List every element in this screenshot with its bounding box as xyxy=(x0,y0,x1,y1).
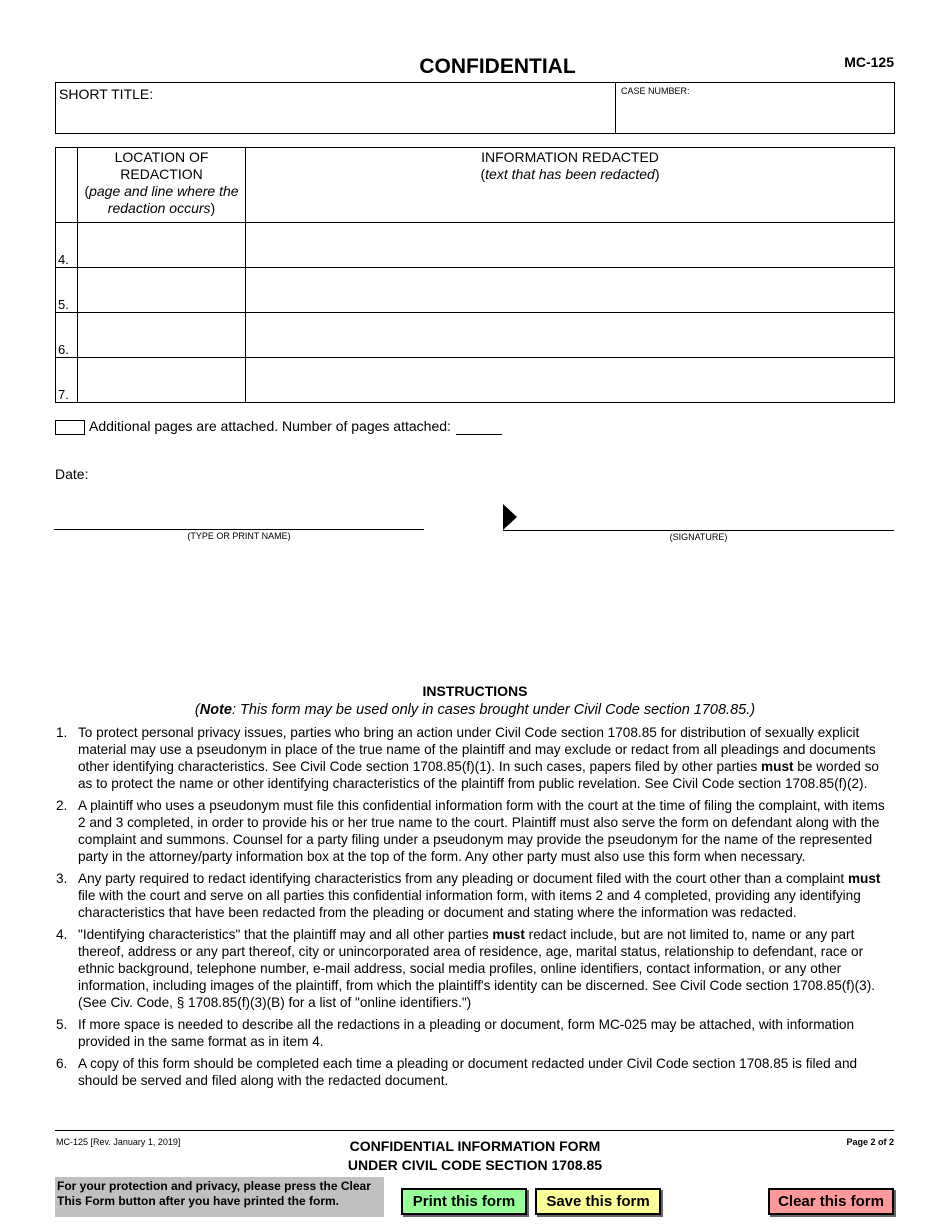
list-item: 2. A plaintiff who uses a pseudonym must file this confidential information form with the court at the time of filing the complaint, with items 2 and 3 completed, in order to provide his or her true name to the court. Plaintiff must also serve the form on defendant along with the complaint and summons. Counsel for a party filing under a pseudonym may provide the pseudonym for the name of the represented party in the attorney/party information box at the top of the form. Any other party must also use this form when necessary. xyxy=(56,798,885,864)
footer-rule xyxy=(55,1130,894,1131)
privacy-notice: For your protection and privacy, please press the Clear This Form button after you have printed the form. xyxy=(55,1177,384,1217)
info-field[interactable] xyxy=(246,223,895,268)
location-field[interactable] xyxy=(78,313,246,358)
name-line[interactable] xyxy=(54,529,424,530)
redaction-table xyxy=(55,147,895,403)
print-button[interactable]: Print this form xyxy=(401,1188,527,1215)
instructions-list xyxy=(56,719,894,1089)
revision-date: MC-125 [Rev. January 1, 2019] xyxy=(56,1137,181,1147)
attachments-label: Additional pages are attached. Number of pages attached: xyxy=(89,418,451,434)
redaction-row xyxy=(56,223,895,268)
row-number: 4. xyxy=(56,223,78,268)
pages-attached-field[interactable] xyxy=(456,422,502,435)
redaction-row xyxy=(56,268,895,313)
location-header: LOCATION OF REDACTION (page and line where the redaction occurs) xyxy=(78,148,246,223)
redaction-row xyxy=(56,358,895,403)
page-number: Page 2 of 2 xyxy=(846,1137,894,1147)
list-item: 4. "Identifying characteristics" that the plaintiff may and all other parties must redact include, but are not limited to, name or any part thereof, address or any part thereof, city or unincorporated area of residence, age, marital status, relationship to defendant, race or ethnic background, telephone number, e-mail address, social media profiles, online identifiers, contact information, or any other information, including images of the plaintiff, from which the plaintiff's identity can be discerned. See Civil Code section 1708.85(f)(3). (See Civ. Code, § 1708.85(f)(3)(B) for a list of "online identifiers.") xyxy=(56,927,875,1010)
short-title-label: SHORT TITLE: xyxy=(59,86,154,102)
clear-button[interactable]: Clear this form xyxy=(768,1188,894,1215)
row-number: 7. xyxy=(56,358,78,403)
redaction-table-header xyxy=(56,148,895,223)
additional-pages-checkbox[interactable] xyxy=(55,420,85,435)
signature-caption: (SIGNATURE) xyxy=(669,532,728,542)
info-field[interactable] xyxy=(246,358,895,403)
location-field[interactable] xyxy=(78,358,246,403)
form-title: CONFIDENTIAL xyxy=(419,55,576,78)
list-item: 3. Any party required to redact identifying characteristics from any pleading or document filed with the court other than a complaint must file with the court and serve on all parties this confidential information form, with items 2 and 4 completed, providing any identifying characteristics that have been redacted from the pleading or document and stating where the information was redacted. xyxy=(56,871,881,920)
footer-title: CONFIDENTIAL INFORMATION FORM UNDER CIVIL CODE SECTION 1708.85 xyxy=(347,1138,603,1173)
instructions-note: (Note: This form may be used only in cases brought under Civil Code section 1708.85.) xyxy=(194,702,756,718)
signature-line[interactable] xyxy=(503,530,894,531)
list-item: 6. A copy of this form should be completed each time a pleading or document redacted under Civil Code section 1708.85 is filed and should be served and filed along with the redacted document. xyxy=(56,1056,858,1088)
caption-box xyxy=(55,82,895,134)
instructions-heading: INSTRUCTIONS xyxy=(422,683,528,699)
form-number: MC-125 xyxy=(844,54,894,70)
row-number: 6. xyxy=(56,313,78,358)
location-field[interactable] xyxy=(78,268,246,313)
list-item: 1. To protect personal privacy issues, parties who bring an action under Civil Code section 1708.85 for distribution of sexually explicit material may use a pseudonym in place of the true name of the plaintiff and may exclude or redact from all pleadings and documents other identifying characteristics. See Civil Code section 1708.85(f)(1). In such cases, papers filed by other parties must be worded so as to protect the name or other identifying characteristics of the plaintiff from public revelation. See Civil Code section 1708.85(f)(2). xyxy=(56,725,879,791)
info-field[interactable] xyxy=(246,313,895,358)
info-field[interactable] xyxy=(246,268,895,313)
row-number-header xyxy=(56,148,78,223)
location-field[interactable] xyxy=(78,223,246,268)
caption-divider xyxy=(615,83,616,133)
case-number-field[interactable] xyxy=(621,103,886,129)
row-number: 5. xyxy=(56,268,78,313)
attachments-line xyxy=(55,418,502,435)
redaction-row xyxy=(56,313,895,358)
signature-arrow-icon xyxy=(503,504,517,530)
date-label: Date: xyxy=(55,466,89,482)
name-caption: (TYPE OR PRINT NAME) xyxy=(187,531,291,541)
save-button[interactable]: Save this form xyxy=(535,1188,661,1215)
info-header: INFORMATION REDACTED (text that has been redacted) xyxy=(246,148,895,223)
case-number-label: CASE NUMBER: xyxy=(621,86,690,96)
list-item: 5. If more space is needed to describe all the redactions in a pleading or document, form MC-025 may be attached, with information provided in the same format as in item 4. xyxy=(56,1017,855,1049)
